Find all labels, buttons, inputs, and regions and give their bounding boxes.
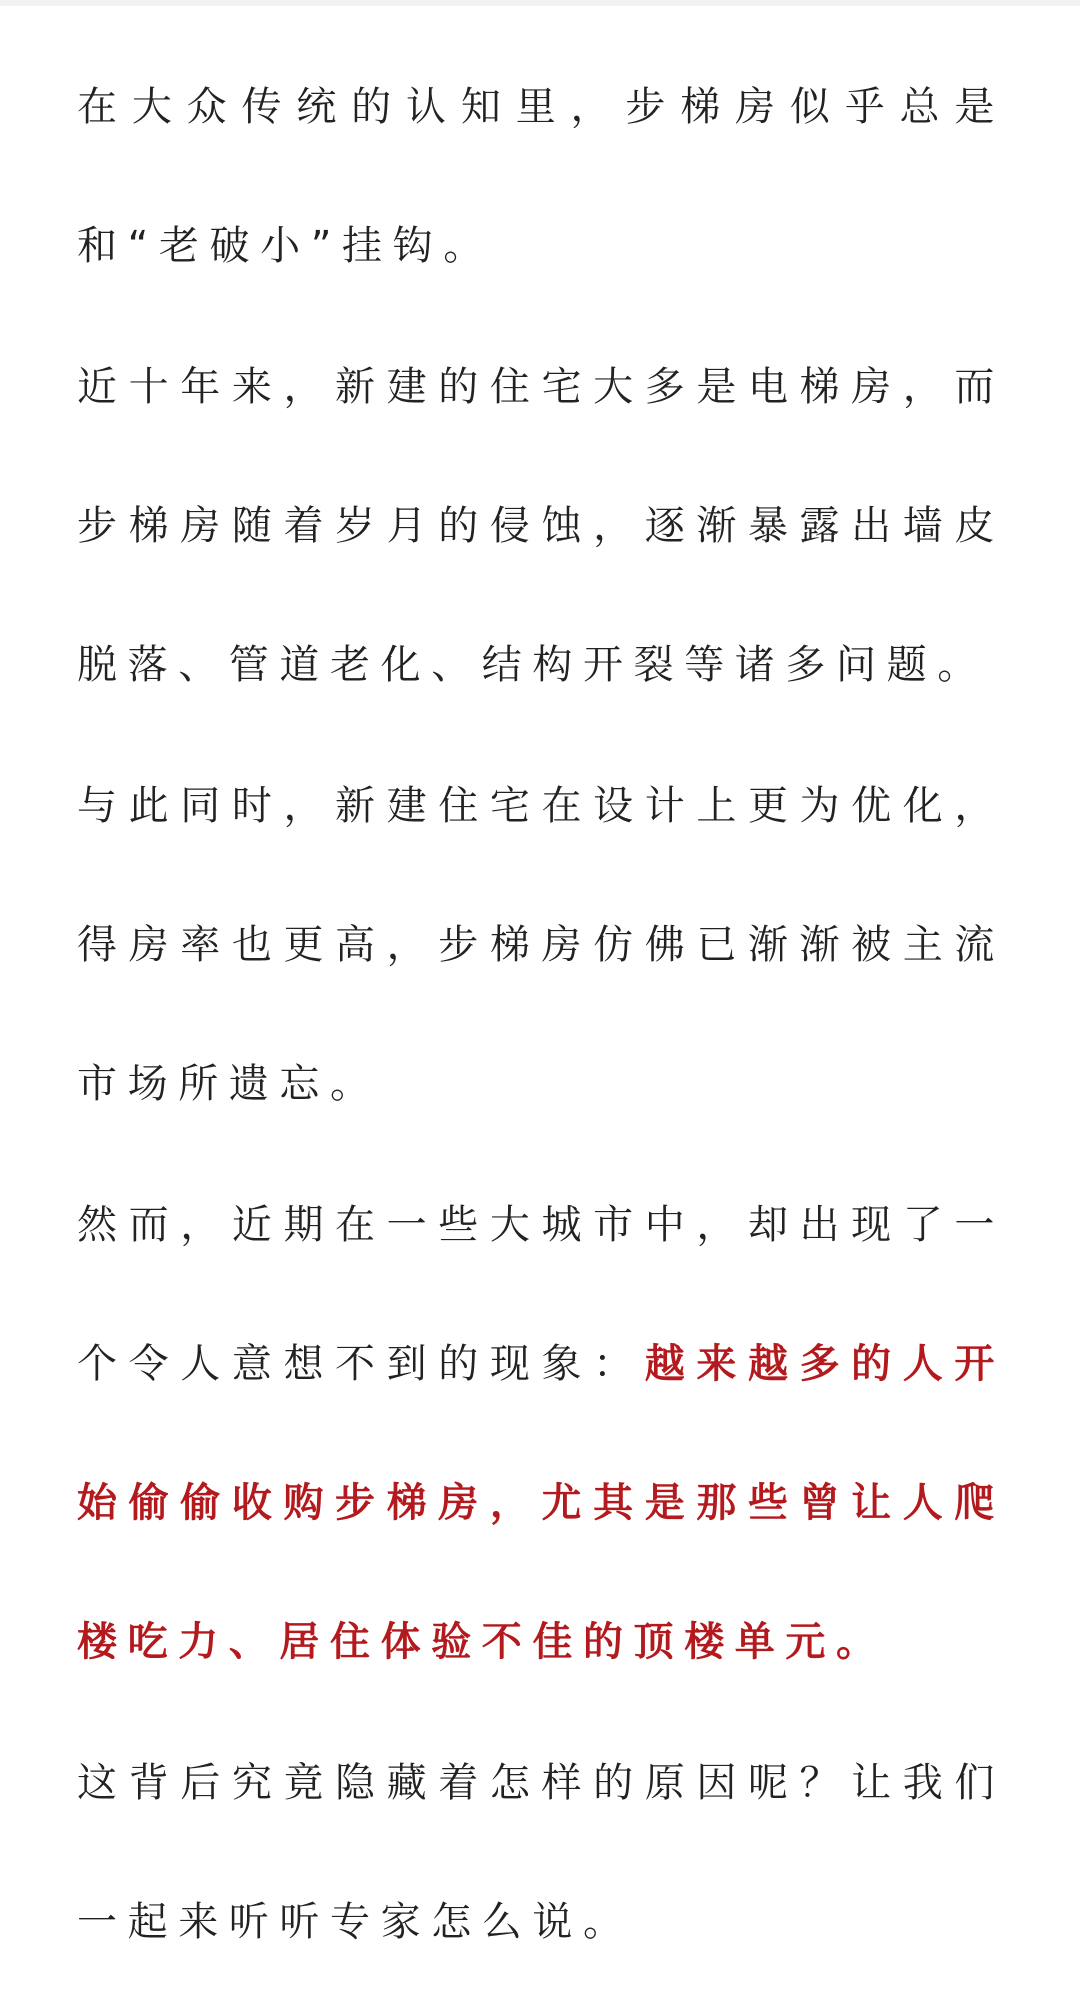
paragraph-4-lead-text: 然而，近期在一些大城市中，却出现了一个令人意想不到的现象： (77, 1202, 1005, 1387)
paragraph-3: 与此同时，新建住宅在设计上更为优化，得房率也更高，步梯房仿佛已渐渐被主流市场所遗忘。 (77, 783, 1005, 1107)
paragraph-4 (77, 1156, 1005, 1712)
article-body (77, 38, 1005, 1994)
paragraph-2: 近十年来，新建的住宅大多是电梯房，而步梯房随着岁月的侵蚀，逐渐暴露出墙皮脱落、管道老化、结构开裂等诸多问题。 (77, 364, 1005, 688)
paragraph-5: 这背后究竟隐藏着怎样的原因呢？让我们一起来听听专家怎么说。 (77, 1760, 1005, 1945)
highlighted-text: 越来越多的人开始偷偷收购步梯房，尤其是那些曾让人爬楼吃力、居住体验不佳的顶楼单元。 (77, 1341, 1006, 1665)
top-divider (0, 0, 1080, 6)
paragraph-1: 在大众传统的认知里，步梯房似乎总是和“老破小”挂钩。 (77, 84, 1005, 269)
